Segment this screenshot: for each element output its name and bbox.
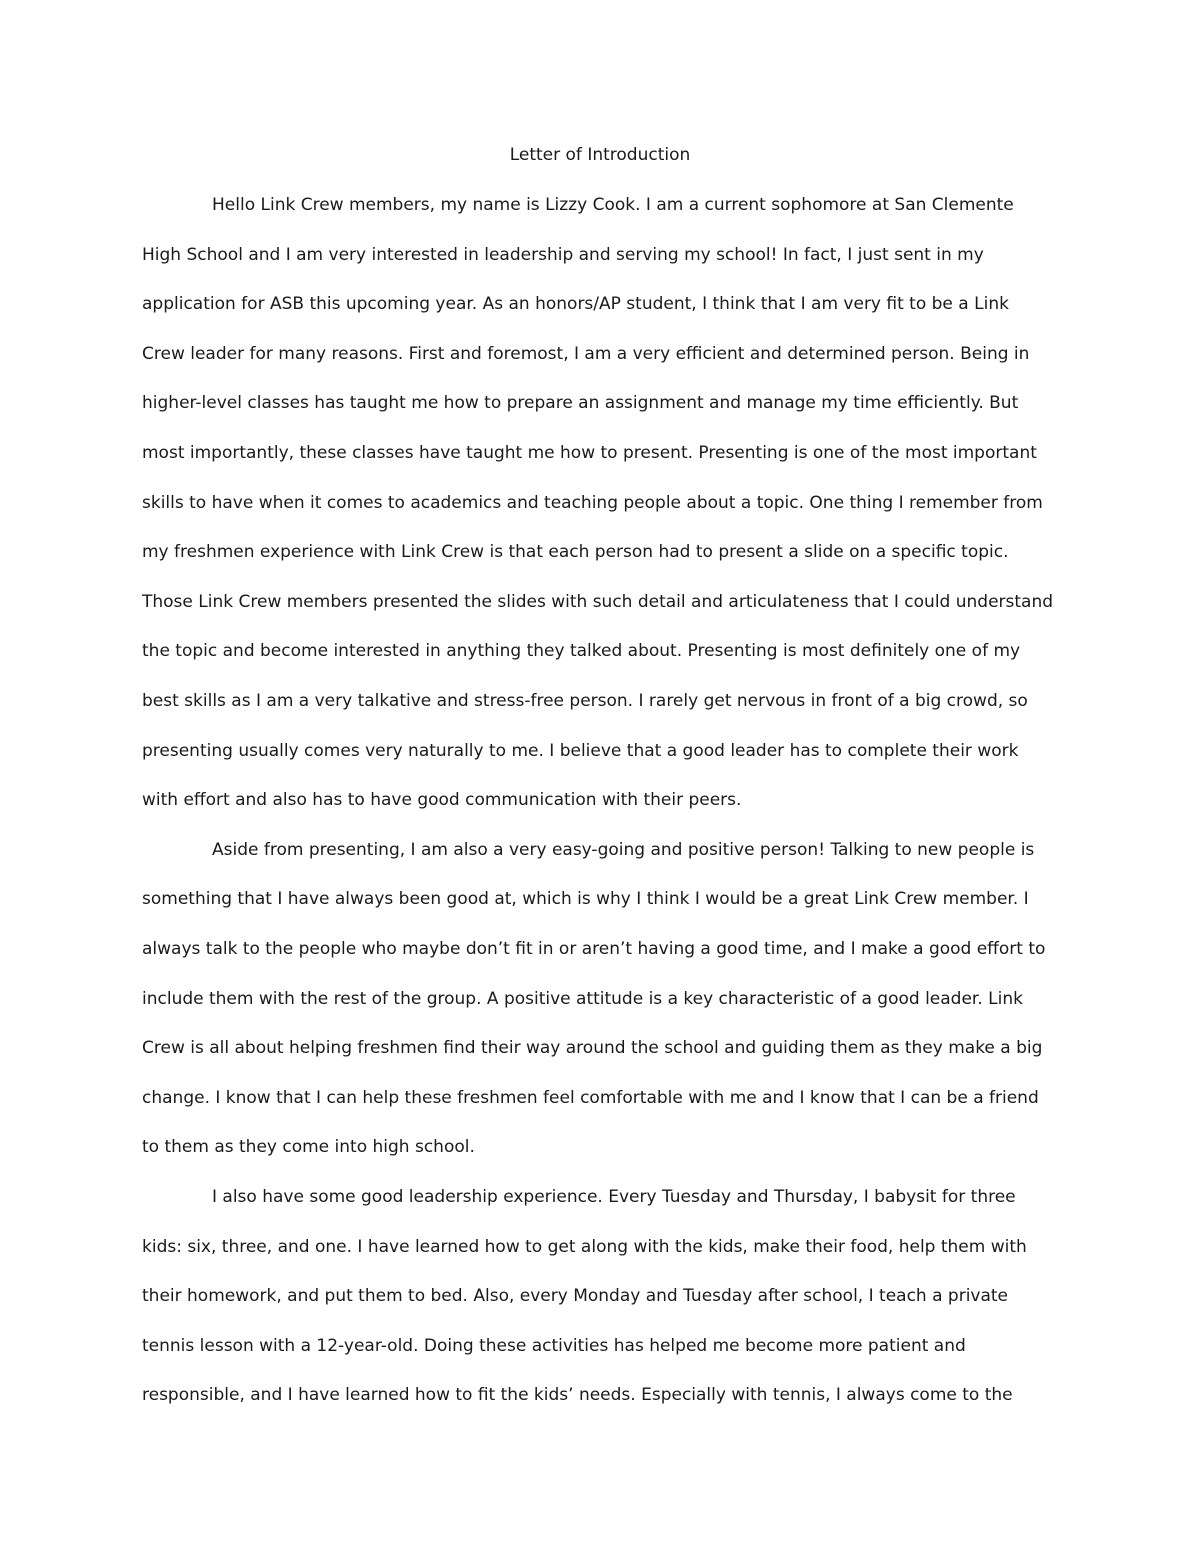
text-line: Aside from presenting, I am also a very easy-going and positive person! Talking to new people is (212, 839, 1035, 860)
text-line: most importantly, these classes have taught me how to present. Presenting is one of the most important (142, 443, 1037, 463)
text-line: tennis lesson with a 12-year-old. Doing these activities has helped me become more patient and (142, 1335, 966, 1356)
text-line: kids: six, three, and one. I have learned how to get along with the kids, make their food, help them with (142, 1236, 1027, 1257)
text-line: their homework, and put them to bed. Also, every Monday and Tuesday after school, I teach a private (142, 1286, 1009, 1307)
text-line: application for ASB this upcoming year. As an honors/AP student, I think that I am very fit to be a Link (142, 294, 1009, 315)
text-line: I also have some good leadership experience. Every Tuesday and Thursday, I babysit for three (212, 1187, 1016, 1207)
text-line: always talk to the people who maybe don’t fit in or aren’t having a good time, and I make a good effort to (142, 939, 1046, 959)
document-title: Letter of Introduction (509, 145, 691, 165)
text-line: include them with the rest of the group. A positive attitude is a key characteristic of a good leader. Link (142, 988, 1023, 1009)
text-line: best skills as I am a very talkative and stress-free person. I rarely get nervous in front of a big crowd, so (142, 691, 1028, 711)
text-line: change. I know that I can help these freshmen feel comfortable with me and I know that I can be a friend (142, 1087, 1039, 1108)
text-line: presenting usually comes very naturally to me. I believe that a good leader has to complete their work (142, 740, 1019, 761)
text-line: something that I have always been good at, which is why I think I would be a great Link Crew member. I (142, 889, 1029, 910)
text-line: my freshmen experience with Link Crew is that each person had to present a slide on a specific topic. (142, 542, 1009, 563)
text-line: skills to have when it comes to academics and teaching people about a topic. One thing I remember from (142, 492, 1043, 513)
text-line: Those Link Crew members presented the slides with such detail and articulateness that I could understand (142, 591, 1054, 612)
text-line: to them as they come into high school. (142, 1137, 475, 1158)
text-line: Hello Link Crew members, my name is Lizzy Cook. I am a current sophomore at San Clemente (212, 195, 1014, 215)
text-line: with effort and also has to have good communication with their peers. (142, 790, 742, 811)
text-line: the topic and become interested in anything they talked about. Presenting is most definitely one of my (142, 641, 1021, 662)
text-line: High School and I am very interested in leadership and serving my school! In fact, I just sent in my (142, 244, 984, 265)
text-line: higher-level classes has taught me how to prepare an assignment and manage my time efficiently. But (142, 393, 1019, 414)
text-line: responsible, and I have learned how to fit the kids’ needs. Especially with tennis, I always come to the (142, 1385, 1013, 1406)
text-line: Crew leader for many reasons. First and foremost, I am a very efficient and determined person. Being in (142, 343, 1030, 364)
text-line: Crew is all about helping freshmen find their way around the school and guiding them as they make a big (142, 1038, 1043, 1059)
